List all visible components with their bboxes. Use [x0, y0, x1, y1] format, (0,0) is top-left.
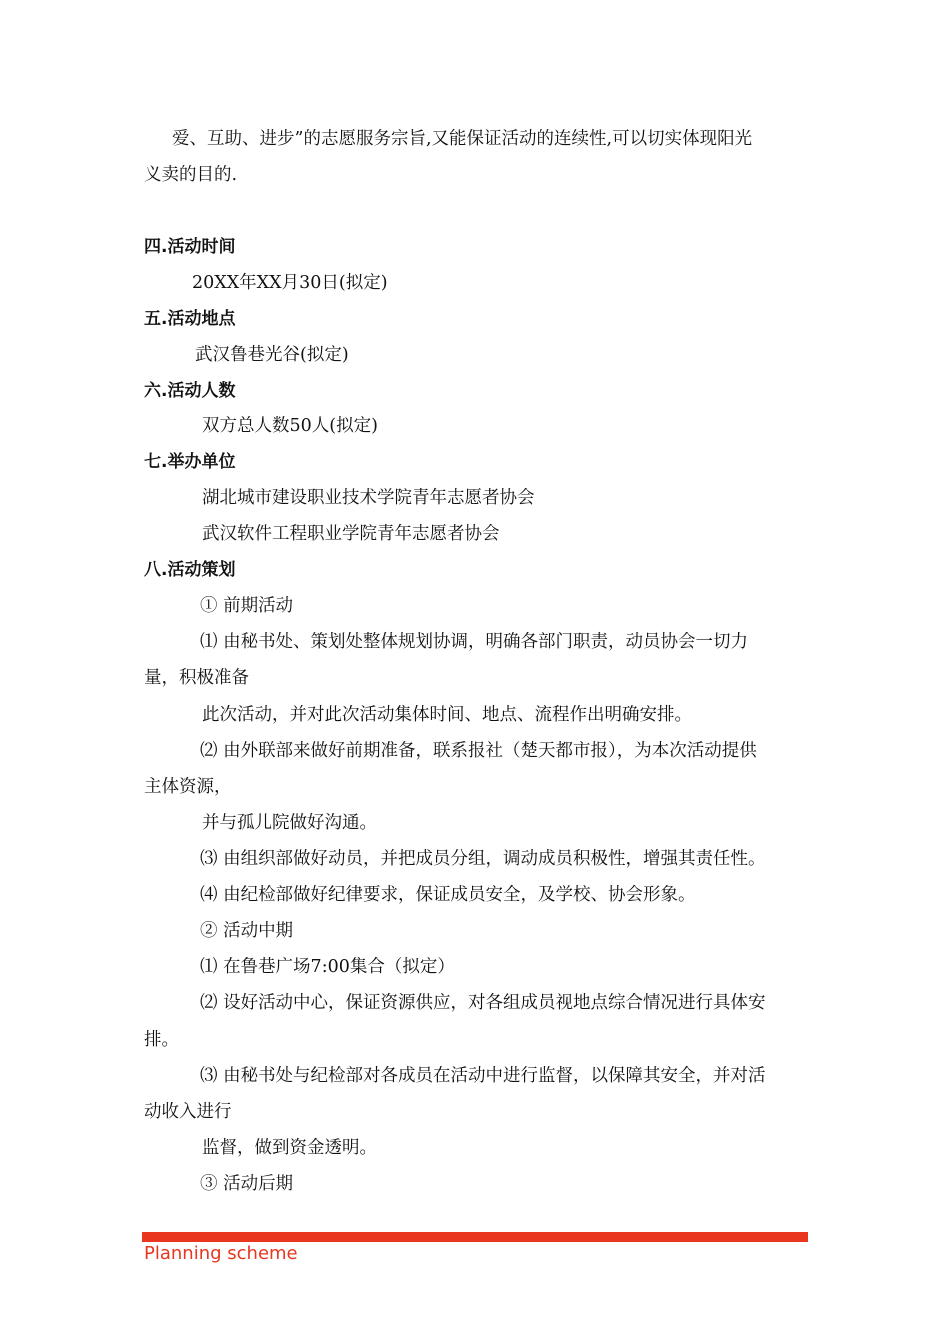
paragraph-line: 并与孤儿院做好沟通。 [202, 813, 377, 833]
footer-text: Planning scheme [144, 1243, 298, 1264]
paragraph-line: ⑷ 由纪检部做好纪律要求，保证成员安全，及学校、协会形象。 [200, 885, 696, 905]
subheading-middle: ② 活动中期 [200, 921, 294, 941]
paragraph-line: ⑶ 由秘书处与纪检部对各成员在活动中进行监督，以保障其安全，并对活 [200, 1066, 766, 1086]
paragraph-line: 主体资源， [144, 777, 232, 797]
time-value: 20XX年XX月30日(拟定) [192, 273, 388, 293]
paragraph-line: ⑴ 由秘书处、策划处整体规划协调，明确各部门职责，动员协会一切力 [200, 632, 749, 652]
paragraph-line: 动收入进行 [144, 1102, 232, 1122]
paragraph-line: 监督，做到资金透明。 [202, 1138, 377, 1158]
section-heading-organizers: 七.举办单位 [144, 452, 236, 472]
paragraph-line: ⑵ 由外联部来做好前期准备，联系报社（楚天都市报），为本次活动提供 [200, 741, 757, 761]
subheading-late: ③ 活动后期 [200, 1174, 294, 1194]
paragraph-line: 排。 [144, 1030, 179, 1050]
subheading-early: ① 前期活动 [200, 596, 294, 616]
location-value: 武汉鲁巷光谷(拟定) [195, 345, 349, 365]
organizer-line: 湖北城市建设职业技术学院青年志愿者协会 [202, 488, 535, 508]
paragraph-line: 义卖的目的. [144, 165, 238, 185]
paragraph-line: ⑶ 由组织部做好动员，并把成员分组，调动成员积极性，增强其责任性。 [200, 849, 766, 869]
section-heading-time: 四.活动时间 [144, 237, 236, 257]
paragraph-line: ⑵ 设好活动中心，保证资源供应，对各组成员视地点综合情况进行具体安 [200, 993, 766, 1013]
section-heading-participants: 六.活动人数 [144, 381, 236, 401]
section-heading-planning: 八.活动策划 [144, 560, 236, 580]
paragraph-line: ⑴ 在鲁巷广场7:00集合（拟定） [200, 957, 455, 977]
paragraph-line: 此次活动，并对此次活动集体时间、地点、流程作出明确安排。 [202, 705, 692, 725]
footer-divider [142, 1232, 808, 1242]
participants-value: 双方总人数50人(拟定) [202, 416, 378, 436]
paragraph-line: 量，积极准备 [144, 668, 249, 688]
paragraph-line: 爱、互助、进步”的志愿服务宗旨,又能保证活动的连续性,可以切实体现阳光 [172, 129, 753, 149]
section-heading-location: 五.活动地点 [144, 309, 236, 329]
organizer-line: 武汉软件工程职业学院青年志愿者协会 [202, 524, 500, 544]
